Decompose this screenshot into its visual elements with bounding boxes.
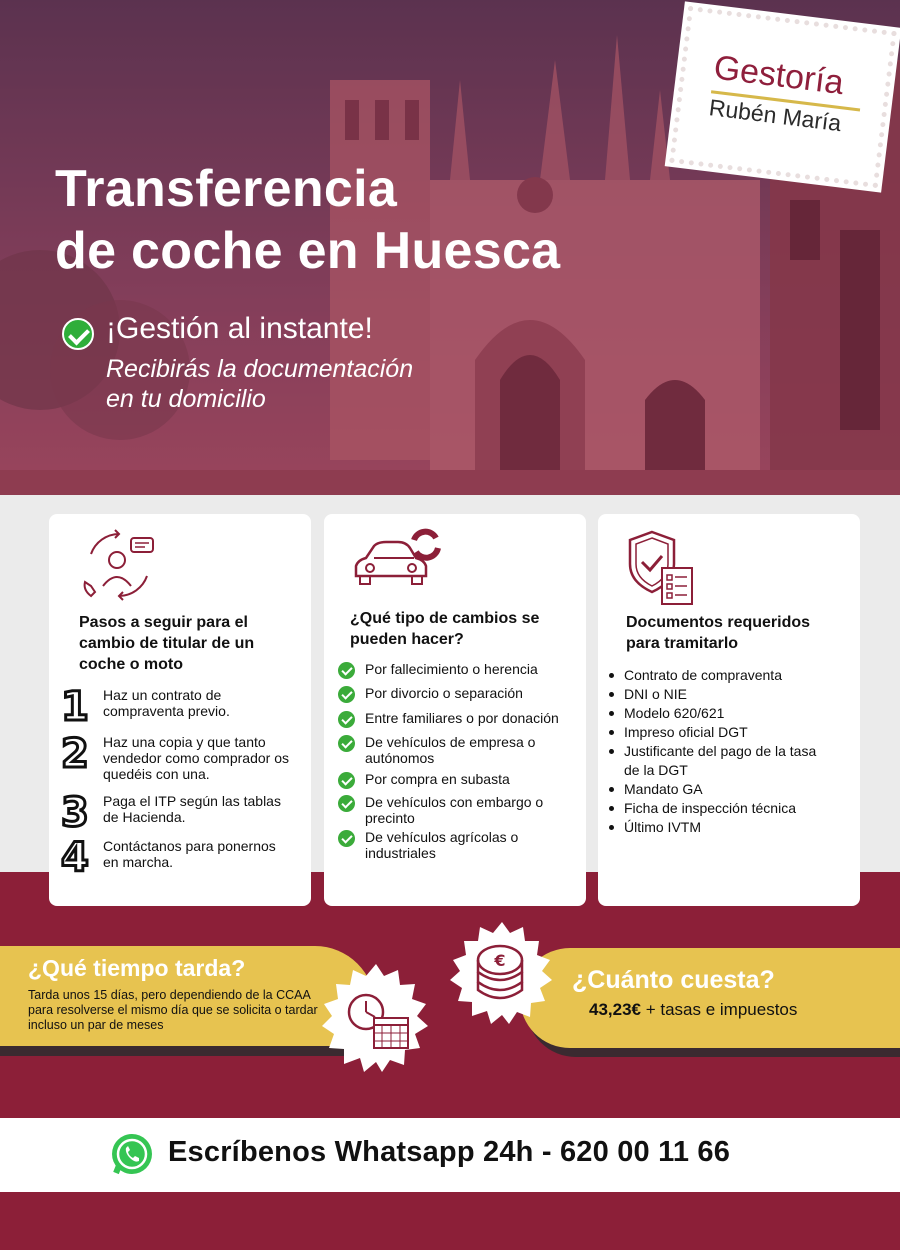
whatsapp-contact-link[interactable]: Escríbenos Whatsapp 24h - 620 00 11 66 xyxy=(168,1136,731,1168)
check-circle-icon xyxy=(338,735,355,752)
documents-card-title: Documentos requeridos para tramitarlo xyxy=(626,614,811,652)
cost-title: ¿Cuánto cuesta? xyxy=(572,966,775,994)
price-value: 43,23€ xyxy=(589,1000,641,1019)
check-circle-icon xyxy=(338,686,355,703)
check-circle-icon xyxy=(338,662,355,679)
list-item-text: De vehículos de empresa o autónomos xyxy=(365,734,536,766)
time-title: ¿Qué tiempo tarda? xyxy=(28,955,246,981)
steps-card-title: Pasos a seguir para el cambio de titular de un coche o moto xyxy=(79,614,255,673)
brand-logo xyxy=(669,6,897,188)
list-item: Impreso oficial DGT xyxy=(624,723,849,742)
euro-coins-icon xyxy=(448,920,556,1028)
cost-price xyxy=(589,1000,797,1020)
check-circle-icon xyxy=(338,711,355,728)
title-line-1: Transferencia xyxy=(55,160,398,218)
step-number: 3 xyxy=(61,790,89,836)
changes-card xyxy=(324,514,586,906)
car-sync-icon xyxy=(348,526,443,596)
cost-bar xyxy=(520,948,900,1048)
step-number: 1 xyxy=(61,684,89,730)
step-text: Paga el ITP según las tablas de Hacienda. xyxy=(103,793,281,825)
list-item-text: De vehículos agrícolas o industriales xyxy=(365,829,519,861)
shield-document-icon xyxy=(626,528,698,608)
list-item-text: Por compra en subasta xyxy=(365,771,510,787)
hero-description xyxy=(106,354,526,414)
description-line-2: en tu domicilio xyxy=(106,385,266,413)
list-item: Ficha de inspección técnica xyxy=(624,799,849,818)
check-circle-icon xyxy=(62,318,94,350)
list-item-text: Por divorcio o separación xyxy=(365,685,523,701)
title-line-2: de coche en Huesca xyxy=(55,222,561,280)
list-item: Último IVTM xyxy=(624,818,849,837)
page-title xyxy=(55,158,655,282)
svg-text:€: € xyxy=(494,951,506,970)
step-number: 4 xyxy=(61,835,89,881)
support-agent-icon xyxy=(79,524,159,606)
check-circle-icon xyxy=(338,830,355,847)
step-number: 2 xyxy=(61,731,89,777)
step-text: Haz un contrato de compraventa previo. xyxy=(103,687,230,719)
list-item: Mandato GA xyxy=(624,780,849,799)
list-item: Modelo 620/621 xyxy=(624,704,849,723)
list-item-text: De vehículos con embargo o precinto xyxy=(365,794,544,826)
steps-card xyxy=(49,514,311,906)
documents-card xyxy=(598,514,860,906)
time-description: Tarda unos 15 días, pero dependiendo de la CCAA para resolverse el mismo día que se solicita o tardar incluso un par de meses xyxy=(28,988,318,1032)
step-text: Contáctanos para ponernos en marcha. xyxy=(103,838,276,870)
price-suffix: + tasas e impuestos xyxy=(641,1000,798,1019)
list-item: Justificante del pago de la tasa de la DGT xyxy=(624,742,834,780)
check-circle-icon xyxy=(338,772,355,789)
logo-line-2: Rubén María xyxy=(707,94,843,137)
list-item-text: Entre familiares o por donación xyxy=(365,710,559,726)
whatsapp-icon[interactable] xyxy=(110,1133,154,1177)
step-text: Haz una copia y que tanto vendedor como comprador os quedéis con una. xyxy=(103,734,289,782)
calendar-clock-icon xyxy=(320,962,432,1074)
changes-card-title: ¿Qué tipo de cambios se pueden hacer? xyxy=(350,610,540,648)
description-line-1: Recibirás la documentación xyxy=(106,355,414,383)
list-item: Contrato de compraventa xyxy=(624,666,849,685)
hero-subtitle: ¡Gestión al instante! xyxy=(106,312,373,345)
list-item: DNI o NIE xyxy=(624,685,849,704)
check-circle-icon xyxy=(338,795,355,812)
logo-line-1: Gestoría xyxy=(711,48,846,103)
list-item-text: Por fallecimiento o herencia xyxy=(365,661,538,677)
